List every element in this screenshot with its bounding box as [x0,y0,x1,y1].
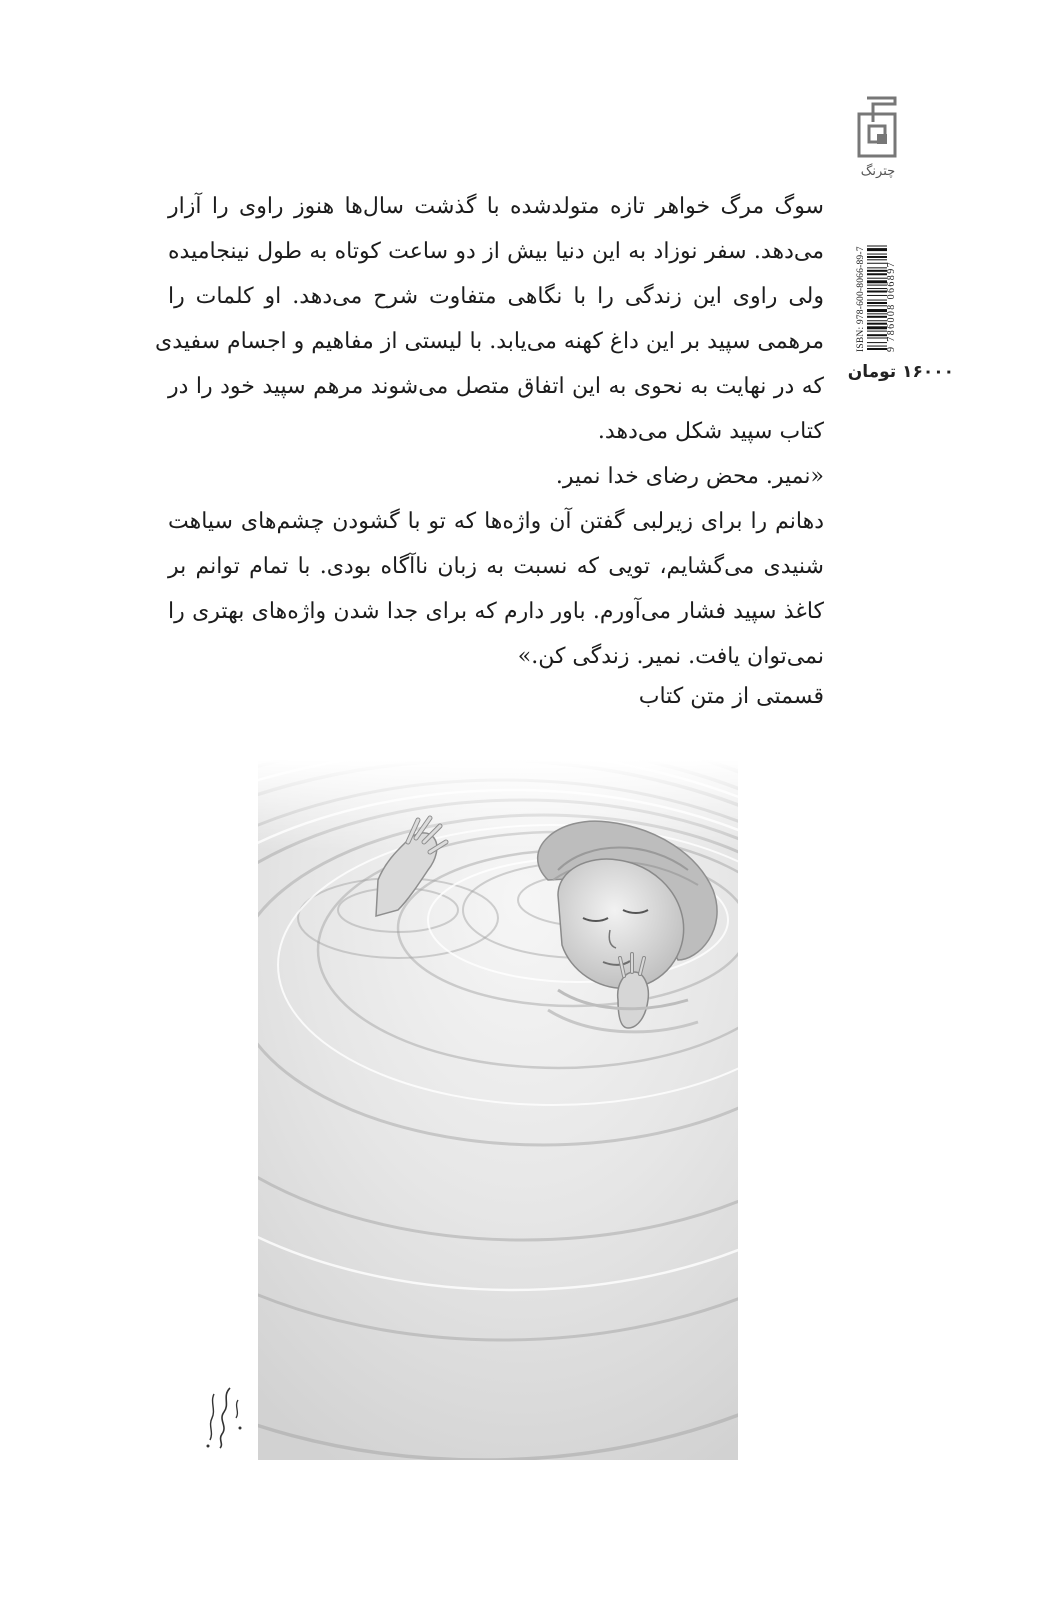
floating-girl-in-water-illustration [258,760,738,1460]
barcode-bar [867,280,887,283]
barcode-bar [867,313,887,314]
barcode-bar [867,248,887,251]
barcode-bar [867,316,887,318]
barcode-bar [867,309,887,312]
barcode-bar [867,270,887,272]
description-line: می‌دهد. سفر نوزاد به این دنیا بیش از دو ساعت کوتاه به طول نینجامیده [168,239,824,264]
description-line: مرهمی سپید بر این داغ کهنه می‌یابد. با لیستی از مفاهیم و اجسام سفیدی [155,329,824,354]
barcode-bar [867,342,887,343]
quote-line: «نمیر. محض رضای خدا نمیر. [555,464,824,489]
description-paragraph [155,184,824,454]
barcode-bar [867,348,887,350]
barcode-bar [867,278,887,279]
barcode-bar [867,288,887,289]
barcode-bar [867,259,887,260]
barcode-bar [867,346,887,347]
price-label: ۱۶۰۰۰ تومان [847,362,954,382]
description-line: کتاب سپید شکل می‌دهد. [597,419,824,444]
barcode-digits: 9 786008 066897 [886,261,897,352]
quote-line: کاغذ سپید فشار می‌آورم. باور دارم که برای جدا شدن واژه‌های بهتری را [168,599,824,624]
barcode-bar [867,305,887,306]
barcode-bar [867,267,887,268]
barcode-icon [867,202,887,352]
quote-paragraph [168,454,824,679]
excerpt-credit: قسمتی از متن کتاب [638,684,824,709]
barcode-bar [867,323,887,325]
barcode-bar [867,338,887,339]
barcode-bar [867,246,887,247]
barcode-bar [867,302,887,304]
barcode-bar [867,254,887,255]
barcode-bar [867,295,887,296]
description-line: سوگ مرگ خواهر تازه متولدشده با گذشت سال‌ها هنوز راوی را آزار [168,194,824,219]
barcode-bar [867,291,887,293]
barcode-bar [867,263,887,264]
quote-line: شنیدی می‌گشایم، تویی که نسبت به زبان ناآگاه بودی. با تمام توانم بر [168,554,824,579]
description-line: ولی راوی این زندگی را با نگاهی متفاوت شرح می‌دهد. او کلمات را [168,284,824,309]
barcode-bar [867,300,887,301]
barcode-bar [867,256,887,258]
barcode-bar [867,273,887,275]
description-line: که در نهایت به نحوی به این اتفاق متصل می‌شوند مرهم سپید خود را در [168,374,824,399]
artist-signature-icon [200,1382,250,1452]
barcode-bar [867,326,887,329]
blurb-text [155,184,824,679]
barcode-bar [867,285,887,286]
barcode [856,202,896,352]
barcode-bar [867,334,887,336]
quote-line: دهانم را برای زیرلبی گفتن آن واژه‌ها که تو با گشودن چشم‌های سیاهت [168,509,824,534]
barcode-bar [867,331,887,332]
publisher-logo-icon [855,96,901,160]
quote-line: نمی‌توان یافت. نمیر. زندگی کن.» [517,644,824,669]
barcode-bar [867,320,887,321]
publisher-name: چترنگ [860,164,896,179]
isbn-text: ISBN: 978-600-8066-89-7 [856,246,866,352]
